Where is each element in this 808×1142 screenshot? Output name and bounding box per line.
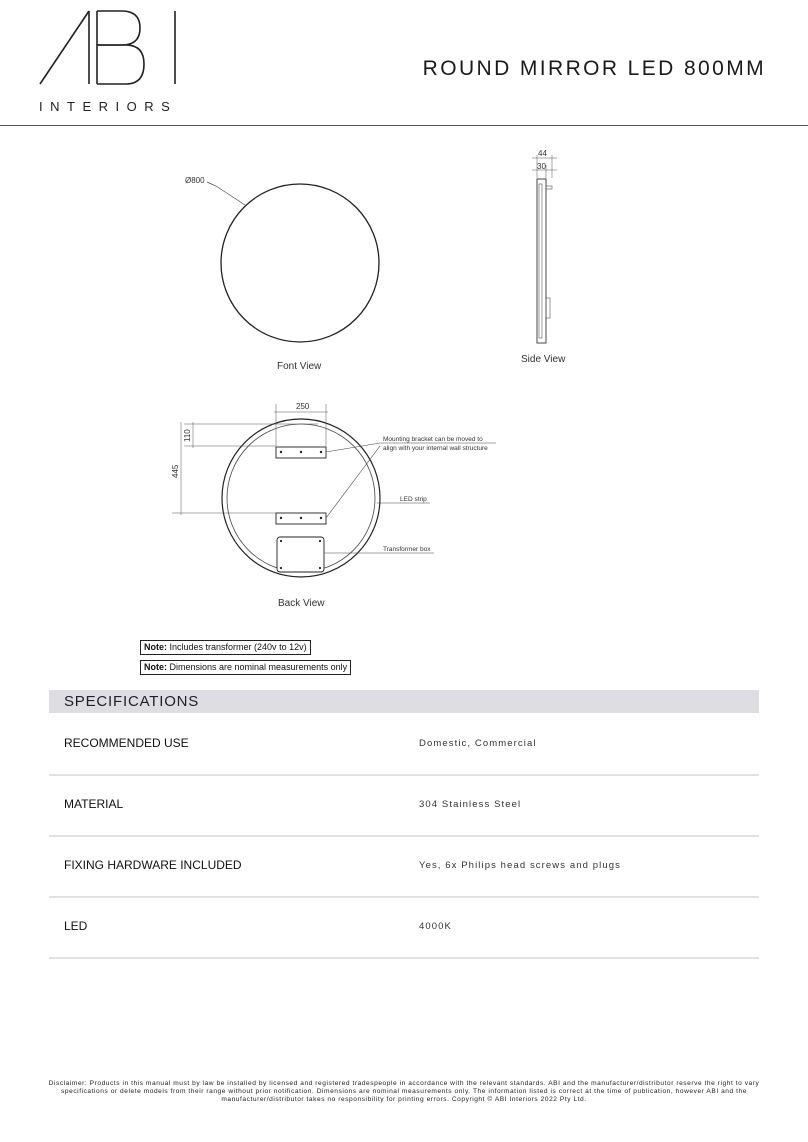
spec-label: MATERIAL [64,797,124,811]
front-view-caption: Font View [277,361,322,372]
side-dim-outer-label: 44 [538,149,547,158]
spec-value: 4000K [419,921,452,932]
note-text: Includes transformer (240v to 12v) [169,642,307,652]
note-transformer [140,640,311,655]
back-view-drawing [171,402,496,609]
spec-label: RECOMMENDED USE [64,736,189,750]
back-view-caption: Back View [278,598,325,609]
page-title: ROUND MIRROR LED 800MM [422,57,766,80]
back-dim-width-label: 250 [296,402,310,411]
bracket-annotation-line1: Mounting bracket can be moved to [383,436,483,443]
led-strip-annotation: LED strip [400,496,427,503]
back-dim-top-label: 110 [183,429,192,442]
transformer-box-annotation: Transformer box [383,546,431,553]
side-view-frame [537,179,546,343]
side-dim-inner-label: 30 [537,162,546,171]
side-view-caption: Side View [521,354,566,365]
front-diameter-label: Ø800 [185,176,205,185]
note-label: Note: [144,662,167,672]
front-view-drawing [185,176,379,372]
disclaimer: Disclaimer: Products in this manual must by law be installed by licensed and registered tradespeople in accordance with the relevant standards. ABI and the manufacturer/distributor reserve the right to vary specifications or delete models from their range without prior notification. Dimensions are nominal measurements only. The information listed is correct at the time of publication, however ABI and the manufacturer/distributor takes no responsibility for printing errors. Copyright © ABI Interiors 2022 Pty Ltd. [48,1080,760,1104]
spec-value: Domestic, Commercial [419,738,537,749]
diameter-leader-line [207,182,245,205]
side-view-drawing [521,149,566,365]
back-dim-height-label: 445 [171,464,180,478]
spec-row [49,835,759,898]
bracket-annotation-line2: align with your internal wall structure [383,445,488,452]
spec-row [49,713,759,776]
note-dimensions [140,660,351,675]
spec-label: LED [64,919,88,933]
brand-subtitle: INTERIORS [39,99,178,114]
spec-row [49,896,759,959]
specifications-title: SPECIFICATIONS [64,693,200,710]
transformer-box [277,537,324,572]
spec-value: 304 Stainless Steel [419,799,522,810]
spec-value: Yes, 6x Philips head screws and plugs [419,860,621,871]
spec-label: FIXING HARDWARE INCLUDED [64,858,242,872]
spec-row [49,774,759,837]
front-view-mirror-outline [221,184,379,342]
note-text: Dimensions are nominal measurements only [169,662,348,672]
specifications-header [49,690,759,713]
note-label: Note: [144,642,167,652]
